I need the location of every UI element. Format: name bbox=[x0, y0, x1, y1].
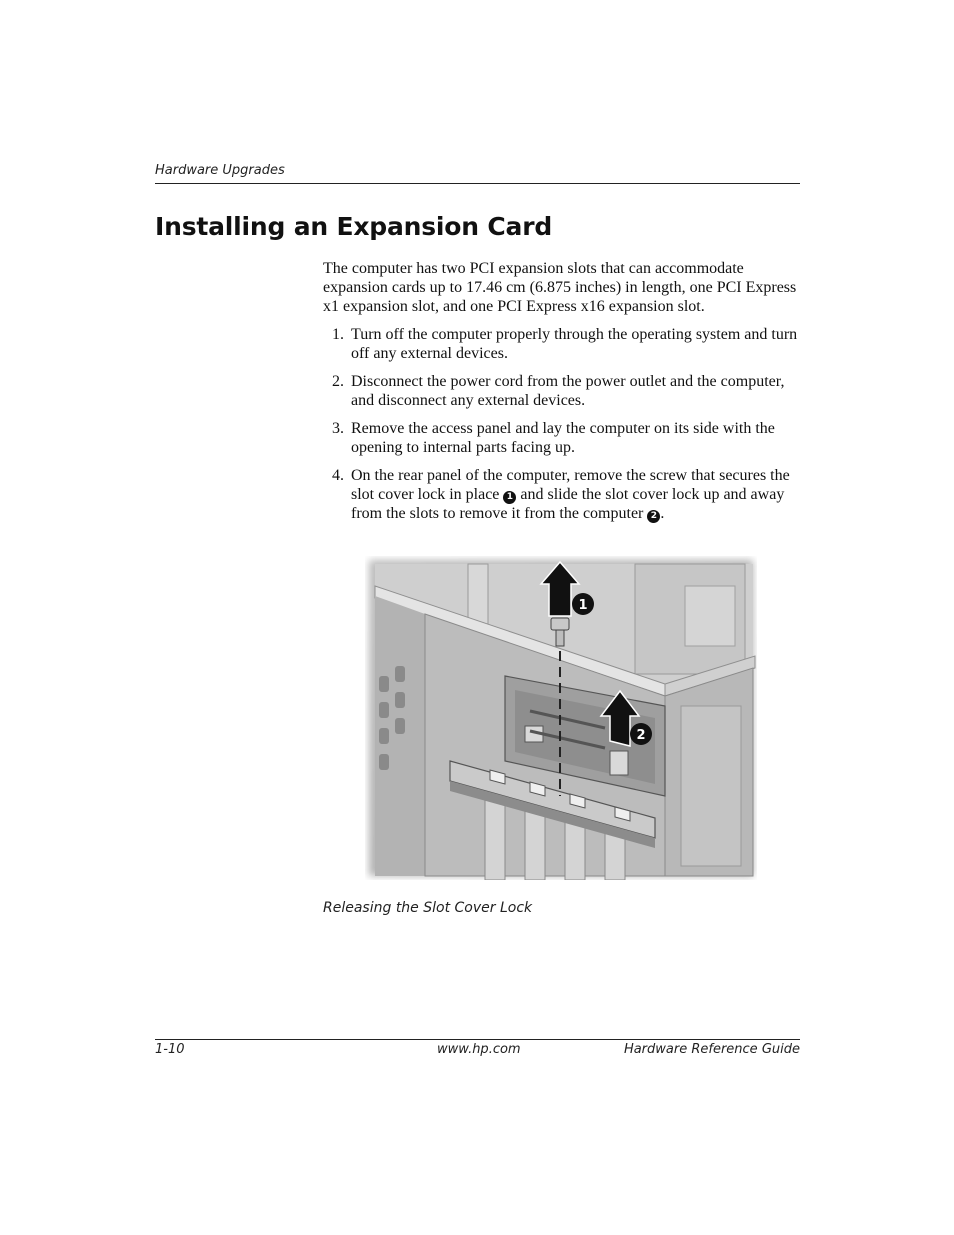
step-text-a: On the rear panel of the computer, remove the screw that secures the slot cover lock in place bbox=[351, 467, 790, 503]
step-text-b: and slide the slot cover lock up and away from the slots to remove it from the computer bbox=[351, 486, 785, 522]
step-number: 4. bbox=[332, 467, 344, 484]
footer-rule bbox=[155, 1039, 800, 1040]
callout-marker-1: 1 bbox=[503, 491, 516, 504]
step-text: Turn off the computer properly through the operating system and turn off any external devices. bbox=[351, 326, 798, 362]
figure-callout-1: 1 bbox=[578, 598, 588, 613]
page-number: 1-10 bbox=[155, 1042, 185, 1057]
steps-list bbox=[323, 325, 801, 523]
step-text-c: . bbox=[660, 505, 665, 522]
callout-marker-2: 2 bbox=[647, 510, 660, 523]
step-number: 3. bbox=[332, 420, 344, 437]
step-number: 1. bbox=[332, 326, 344, 343]
section-title: Installing an Expansion Card bbox=[155, 212, 553, 241]
step-number: 2. bbox=[332, 373, 344, 390]
footer-guide-title: Hardware Reference Guide bbox=[623, 1042, 800, 1057]
section-body bbox=[323, 259, 801, 532]
figure-callout-2: 2 bbox=[636, 728, 646, 743]
figure-caption: Releasing the Slot Cover Lock bbox=[323, 900, 533, 916]
header-rule bbox=[155, 183, 800, 184]
slot-cover-lock-illustration bbox=[365, 556, 757, 880]
step-item bbox=[323, 372, 801, 410]
step-text: Disconnect the power cord from the power outlet and the computer, and disconnect any external devices. bbox=[351, 373, 785, 409]
step-text: Remove the access panel and lay the computer on its side with the opening to internal parts facing up. bbox=[351, 420, 775, 456]
step-item bbox=[323, 325, 801, 363]
intro-paragraph: The computer has two PCI expansion slots that can accommodate expansion cards up to 17.46 cm (6.875 inches) in length, one PCI Express x1 expansion slot, and one PCI Express x16 expansion slot. bbox=[323, 260, 797, 315]
running-head: Hardware Upgrades bbox=[155, 163, 285, 178]
step-item bbox=[323, 466, 801, 523]
footer-url: www.hp.com bbox=[437, 1042, 521, 1057]
step-item bbox=[323, 419, 801, 457]
